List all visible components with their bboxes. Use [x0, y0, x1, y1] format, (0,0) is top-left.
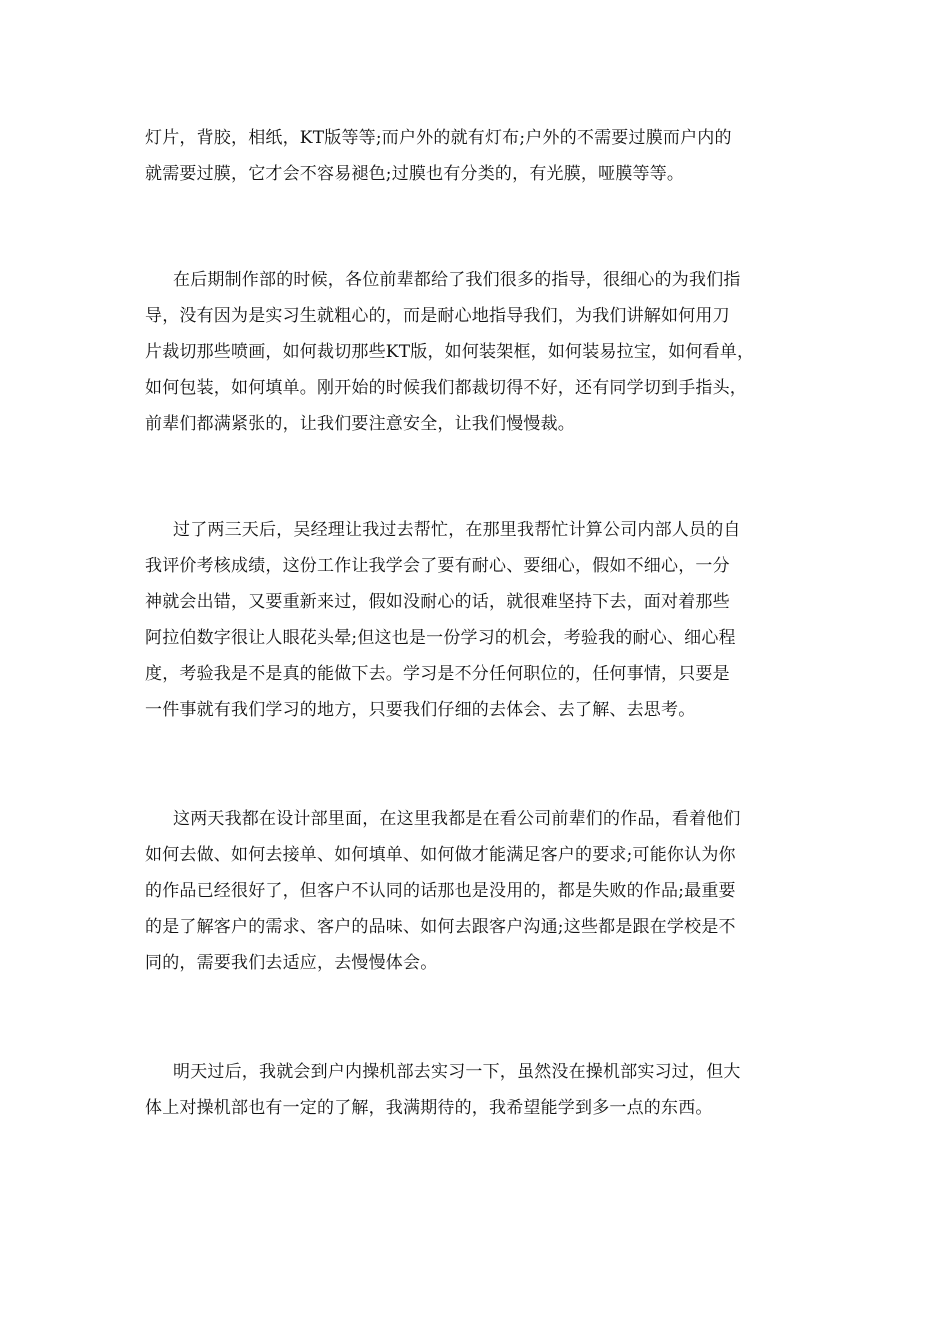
text-line: 如何包装，如何填单。刚开始的时候我们都裁切得不好，还有同学切到手指头，: [145, 378, 747, 398]
text-line: 的是了解客户的需求、客户的品味、如何去跟客户沟通;这些都是跟在学校是不: [145, 917, 736, 937]
text-line: 这两天我都在设计部里面，在这里我都是在看公司前辈们的作品，看着他们: [173, 809, 741, 829]
text-line: 度，考验我是不是真的能做下去。学习是不分任何职位的，任何事情，只要是: [145, 664, 730, 684]
text-line: 明天过后，我就会到户内操机部去实习一下，虽然没在操机部实习过，但大: [173, 1062, 741, 1082]
text-line: 我评价考核成绩，这份工作让我学会了要有耐心、要细心，假如不细心，一分: [145, 556, 730, 576]
paragraph-5: [145, 1054, 815, 1126]
text-line: 导，没有因为是实习生就粗心的，而是耐心地指导我们，为我们讲解如何用刀: [145, 306, 730, 326]
paragraph-2: [145, 262, 815, 442]
text-line: 一件事就有我们学习的地方，只要我们仔细的去体会、去了解、去思考。: [145, 700, 696, 720]
paragraph-3: [145, 512, 815, 728]
text-line: 的作品已经很好了，但客户不认同的话那也是没用的，都是失败的作品;最重要: [145, 881, 736, 901]
text-line: 就需要过膜，它才会不容易褪色;过膜也有分类的，有光膜，哑膜等等。: [145, 164, 685, 184]
text-line: 过了两三天后，吴经理让我过去帮忙，在那里我帮忙计算公司内部人员的自: [173, 520, 741, 540]
text-line: 神就会出错，又要重新来过，假如没耐心的话，就很难坚持下去，面对着那些: [145, 592, 730, 612]
text-line: 如何去做、如何去接单、如何填单、如何做才能满足客户的要求;可能你认为你: [145, 845, 736, 865]
text-line: 体上对操机部也有一定的了解，我满期待的，我希望能学到多一点的东西。: [145, 1098, 713, 1118]
text-line: 阿拉伯数字很让人眼花头晕;但这也是一份学习的机会，考验我的耐心、细心程: [145, 628, 736, 648]
paragraph-4: [145, 801, 815, 981]
text-line: 灯片，背胶，相纸，KT版等等;而户外的就有灯布;户外的不需要过膜而户内的: [145, 128, 732, 148]
paragraph-1: [145, 120, 815, 192]
text-line: 在后期制作部的时候，各位前辈都给了我们很多的指导，很细心的为我们指: [173, 270, 741, 290]
text-line: 前辈们都满紧张的，让我们要注意安全，让我们慢慢裁。: [145, 414, 575, 434]
text-line: 同的，需要我们去适应，去慢慢体会。: [145, 953, 438, 973]
text-line: 片裁切那些喷画，如何裁切那些KT版，如何装架框，如何装易拉宝，如何看单，: [145, 342, 755, 362]
